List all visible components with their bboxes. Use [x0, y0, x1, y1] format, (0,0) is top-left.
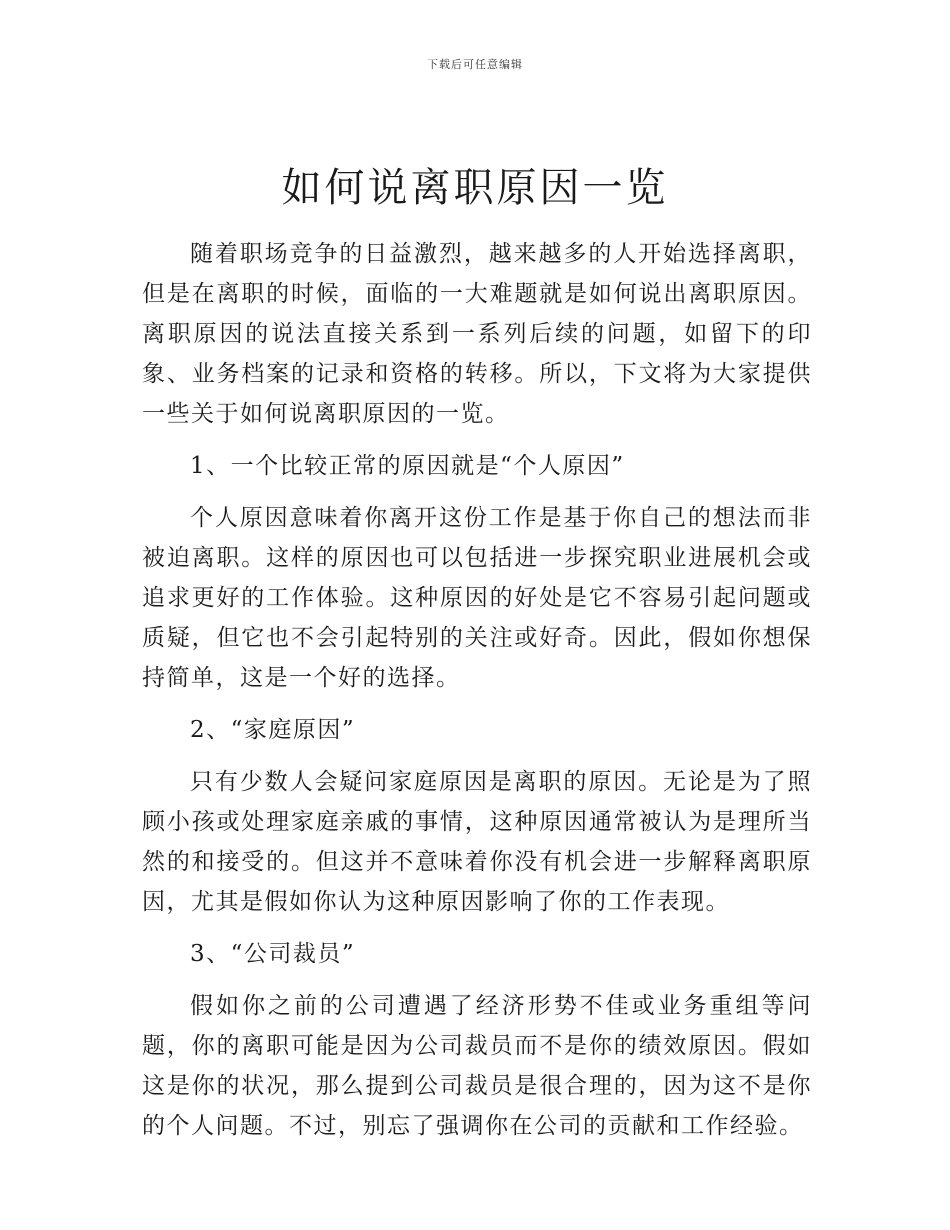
- section-paragraph-3: 假如你之前的公司遭遇了经济形势不佳或业务重组等问题，你的离职可能是因为公司裁员而不是你的绩效原因。假如这是你的状况，那么提到公司裁员是很合理的，因为这不是你的个人问题。不过，别忘了强调你在公司的贡献和工作经验。: [142, 993, 812, 1139]
- section-paragraph-1: 个人原因意味着你离开这份工作是基于你自己的想法而非被迫离职。这样的原因也可以包括进一步探究职业进展机会或追求更好的工作体验。这种原因的好处是它不容易引起问题或质疑，但它也不会引起特别的关注或好奇。因此，假如你想保持简单，这是一个好的选择。: [142, 505, 812, 691]
- section-heading-2: 2、“家庭原因”: [190, 717, 356, 743]
- page-header-note: 下载后可任意编辑: [427, 58, 523, 71]
- document-body: [142, 234, 812, 1146]
- section-paragraph-2: 只有少数人会疑问家庭原因是离职的原因。无论是为了照顾小孩或处理家庭亲戚的事情，这种原因通常被认为是理所当然的和接受的。但这并不意味着你没有机会进一步解释离职原因，尤其是假如你认为这种原因影响了你的工作表现。: [142, 769, 812, 915]
- section-heading-1: 1、一个比较正常的原因就是“个人原因”: [190, 453, 625, 479]
- section-heading-3: 3、“公司裁员”: [190, 941, 356, 967]
- intro-paragraph: 随着职场竞争的日益激烈，越来越多的人开始选择离职，但是在离职的时候，面临的一大难题就是如何说出离职原因。离职原因的说法直接关系到一系列后续的问题，如留下的印象、业务档案的记录和资格的转移。所以，下文将为大家提供一些关于如何说离职原因的一览。: [142, 241, 812, 427]
- document-title: 如何说离职原因一览: [281, 165, 669, 211]
